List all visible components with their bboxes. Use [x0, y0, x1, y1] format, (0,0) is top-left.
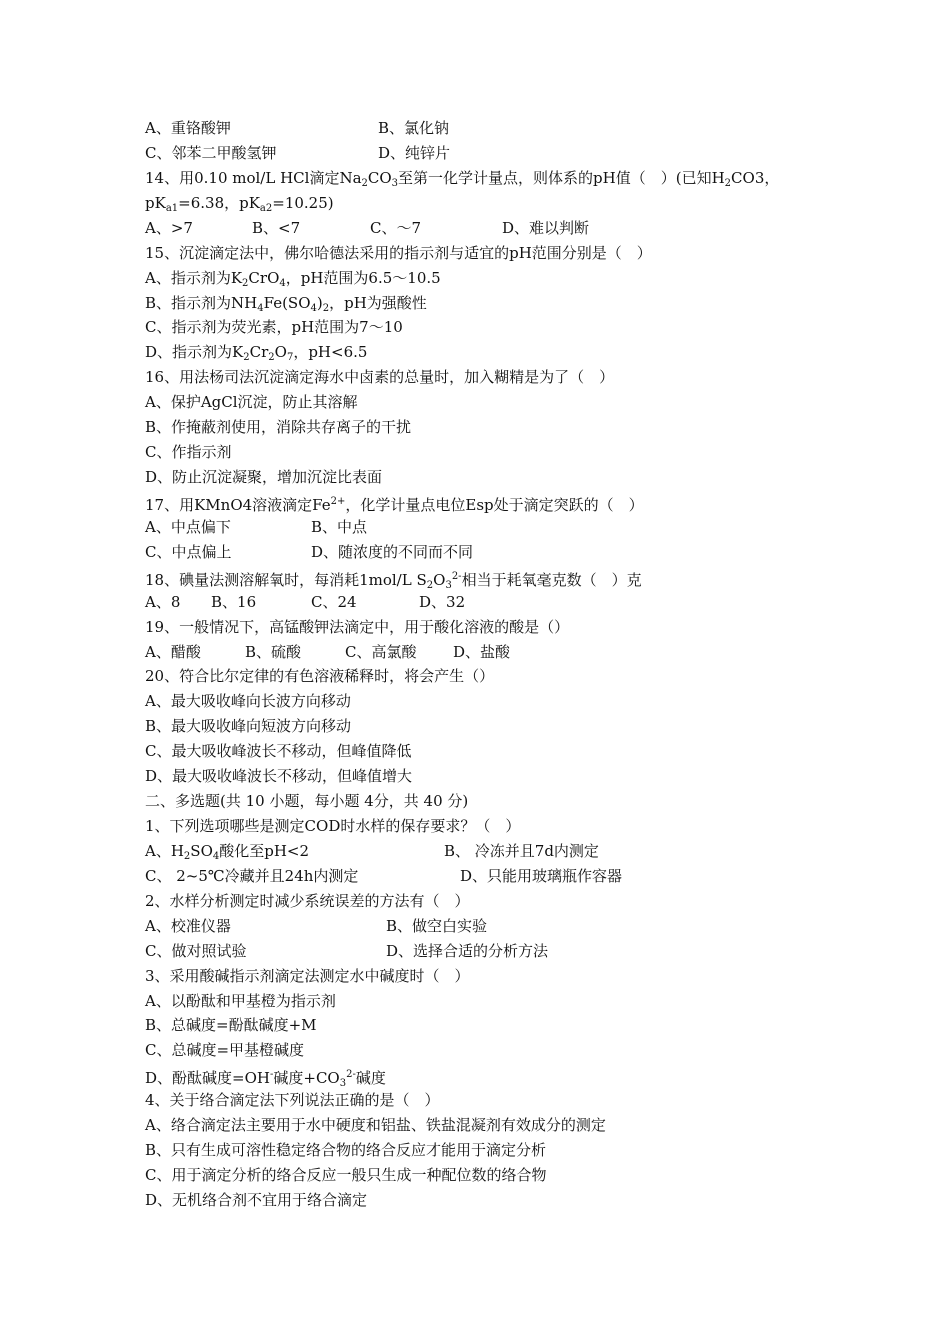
option-text: C、24 — [311, 593, 357, 611]
text-run: 2、水样分析测定时减少系统误差的方法有（ ） — [145, 892, 470, 910]
subscript: 2 — [724, 178, 732, 189]
text-run: Fe(SO — [263, 294, 311, 312]
subscript: 2 — [322, 303, 330, 314]
text-run: ，化学计量点电位Esp处于滴定突跃的（ ） — [345, 496, 644, 514]
text-run: D、最大吸收峰波长不移动，但峰值增大 — [145, 767, 413, 785]
text-run: 碱度 — [355, 1069, 386, 1087]
text-run: C、指示剂为荧光素，pH范围为7～10 — [145, 318, 403, 336]
subscript: 7 — [286, 352, 294, 363]
text-line — [145, 1090, 440, 1110]
text-run: C、用于滴定分析的络合反应一般只生成一种配位数的络合物 — [145, 1166, 547, 1184]
option-text: B、硫酸 — [245, 643, 302, 661]
text-run: D、无机络合剂不宜用于络合滴定 — [145, 1191, 368, 1209]
subscript: 3 — [339, 1078, 347, 1089]
text-run: B、指示剂为NH — [145, 294, 258, 312]
text-line — [145, 666, 494, 686]
text-line — [145, 193, 334, 213]
text-line — [145, 1040, 304, 1060]
superscript: 2- — [451, 571, 462, 582]
text-run: B、最大吸收峰向短波方向移动 — [145, 717, 352, 735]
option-text: C、邻苯二甲酸氢钾 — [145, 144, 277, 162]
text-run: B、作掩蔽剂使用，消除共存离子的干扰 — [145, 418, 412, 436]
text-run: A、H — [145, 842, 184, 860]
text-line — [145, 492, 644, 512]
text-line — [145, 567, 642, 591]
option-text: C、～7 — [370, 219, 422, 237]
text-run: 19、一般情况下，高锰酸钾法滴定中，用于酸化溶液的酸是（） — [145, 618, 570, 636]
option-text — [444, 841, 599, 861]
text-run: 14、用0.10 mol/L HCl滴定Na — [145, 169, 362, 187]
text-run: B、只有生成可溶性稳定络合物的络合反应才能用于滴定分析 — [145, 1141, 547, 1159]
text-line — [145, 991, 336, 1011]
text-line — [145, 1115, 606, 1135]
option-text: D、选择合适的分析方法 — [386, 942, 549, 960]
option-text: C、做对照试验 — [145, 942, 247, 960]
text-line — [145, 467, 382, 487]
subscript: 4 — [279, 278, 286, 289]
text-run: 二、多选题(共 10 小题，每小题 4分，共 40 分) — [145, 792, 469, 810]
text-line — [145, 342, 367, 362]
text-run: 15、沉淀滴定法中，佛尔哈德法采用的指示剂与适宜的pH范围分别是（ ） — [145, 244, 652, 262]
option-text: A、>7 — [145, 219, 193, 237]
text-run: O — [433, 571, 446, 589]
option-text — [145, 841, 309, 861]
text-run: ，pH范围为6.5～10.5 — [285, 269, 441, 287]
text-run: O — [274, 343, 287, 361]
subscript: 2 — [268, 352, 275, 363]
text-line — [145, 617, 569, 637]
text-line — [145, 891, 470, 911]
text-line — [145, 1190, 367, 1210]
text-run: 碱度+CO — [273, 1069, 340, 1087]
text-run: 18、碘量法测溶解氧时，每消耗1mol/L S — [145, 571, 427, 589]
option-text: D、随浓度的不同而不同 — [311, 543, 474, 561]
text-line — [145, 766, 412, 786]
text-run: =10.25) — [272, 194, 334, 212]
text-run: C、最大吸收峰波长不移动，但峰值降低 — [145, 742, 412, 760]
text-line — [145, 1015, 317, 1035]
option-text: B、做空白实验 — [386, 917, 488, 935]
option-text: D、难以判断 — [502, 219, 590, 237]
subscript: 2 — [183, 851, 191, 862]
subscript: 4 — [257, 303, 264, 314]
text-line — [145, 442, 231, 462]
subscript: 2 — [426, 580, 434, 591]
text-run: C、作指示剂 — [145, 443, 232, 461]
option-text: B、中点 — [311, 518, 368, 536]
text-line — [145, 1140, 546, 1160]
option-text: B、氯化钠 — [378, 119, 450, 137]
text-line — [145, 293, 427, 313]
option-text: C、 2~5℃冷藏并且24h内测定 — [145, 867, 359, 885]
subscript: 3 — [445, 580, 452, 591]
text-line — [145, 243, 652, 263]
option-text: D、纯锌片 — [378, 144, 451, 162]
text-line — [145, 268, 441, 288]
text-line — [145, 392, 358, 412]
option-text: B、16 — [211, 593, 257, 611]
text-line — [145, 1065, 386, 1089]
text-run: 至第一化学计量点，则体系的pH值（ ）(已知H — [398, 169, 725, 187]
text-run: CO3， — [731, 169, 780, 187]
text-run: C、总碱度=甲基橙碱度 — [145, 1041, 305, 1059]
subscript: 2 — [243, 352, 250, 363]
text-run: D、防止沉淀凝聚，增加沉淀比表面 — [145, 468, 383, 486]
text-line — [145, 317, 403, 337]
option-text: D、盐酸 — [453, 643, 511, 661]
text-line — [145, 168, 779, 188]
text-line — [145, 741, 411, 761]
superscript: - — [269, 1069, 274, 1080]
subscript: a2 — [259, 203, 273, 214]
subscript: 2 — [361, 178, 368, 189]
text-run: ) — [316, 294, 323, 312]
text-run: A、络合滴定法主要用于水中硬度和铝盐、铁盐混凝剂有效成分的测定 — [145, 1116, 606, 1134]
subscript: 4 — [310, 303, 317, 314]
text-run: CrO — [248, 269, 280, 287]
option-text: D、32 — [419, 593, 466, 611]
option-text: A、醋酸 — [145, 643, 201, 661]
subscript: 4 — [212, 851, 220, 862]
text-run: Cr — [249, 343, 269, 361]
subscript: 3 — [391, 178, 399, 189]
text-run: D、酚酞碱度=OH — [145, 1069, 270, 1087]
text-run: B、 冷冻并且7d内测定 — [444, 842, 599, 860]
text-run: A、指示剂为K — [145, 269, 243, 287]
option-text: A、校准仪器 — [145, 917, 231, 935]
text-run: 相当于耗氧毫克数（ ）克 — [461, 571, 642, 589]
subscript: a1 — [165, 203, 179, 214]
text-run: =6.38，pK — [178, 194, 260, 212]
text-run: ，pH<6.5 — [293, 343, 368, 361]
subscript: 2 — [242, 278, 249, 289]
text-run: 20、符合比尔定律的有色溶液稀释时，将会产生（） — [145, 667, 495, 685]
text-run: B、总碱度=酚酞碱度+M — [145, 1016, 317, 1034]
text-run: 17、用KMnO4溶液滴定Fe — [145, 496, 331, 514]
option-text: B、<7 — [252, 219, 301, 237]
text-run: 3、采用酸碱指示剂滴定法测定水中碱度时（ ） — [145, 967, 470, 985]
option-text: A、中点偏下 — [145, 518, 231, 536]
option-text: A、重铬酸钾 — [145, 119, 231, 137]
text-line — [145, 1165, 546, 1185]
superscript: 2+ — [330, 496, 346, 507]
text-run: 1、下列选项哪些是测定COD时水样的保存要求？（ ） — [145, 817, 521, 835]
text-line — [145, 691, 351, 711]
text-line — [145, 966, 470, 986]
text-run: A、以酚酞和甲基橙为指示剂 — [145, 992, 336, 1010]
text-run: 酸化至pH<2 — [219, 842, 310, 860]
text-line — [145, 367, 614, 387]
text-run: D、指示剂为K — [145, 343, 244, 361]
text-run: ，pH为强酸性 — [329, 294, 427, 312]
text-run: CO — [367, 169, 392, 187]
text-run: pK — [145, 194, 166, 212]
option-text: C、高氯酸 — [345, 643, 417, 661]
text-line — [145, 791, 468, 811]
text-line — [145, 417, 411, 437]
option-text: C、中点偏上 — [145, 543, 232, 561]
superscript: 2- — [346, 1069, 356, 1080]
text-run: A、最大吸收峰向长波方向移动 — [145, 692, 351, 710]
option-text: A、8 — [145, 593, 181, 611]
text-run: A、保护AgCl沉淀，防止其溶解 — [145, 393, 358, 411]
text-line — [145, 816, 520, 836]
text-run: SO — [190, 842, 213, 860]
text-line — [145, 716, 351, 736]
text-run: 4、关于络合滴定法下列说法正确的是（ ） — [145, 1091, 440, 1109]
option-text: D、只能用玻璃瓶作容器 — [460, 867, 623, 885]
text-run: 16、用法杨司法沉淀滴定海水中卤素的总量时，加入糊精是为了（ ） — [145, 368, 615, 386]
